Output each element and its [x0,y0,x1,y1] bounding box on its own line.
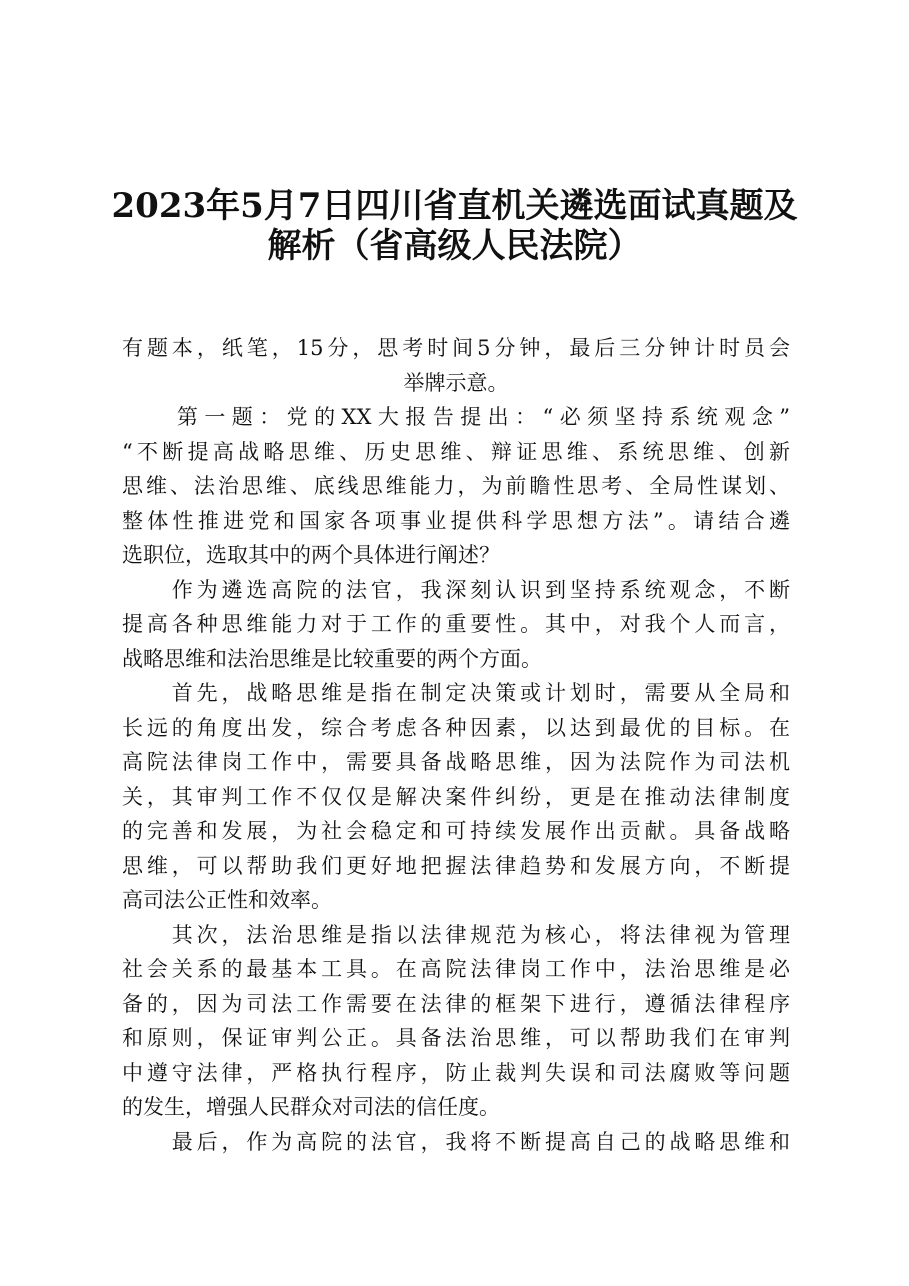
body-line: 选职位，选取其中的两个具体进行阐述？ [122,543,500,567]
document-title-line-1: 2023年5月7日四川省直机关遴选面试真题及 [111,186,798,226]
body-line: 高司法公正性和效率。 [122,888,332,912]
body-line: 最后，作为高院的法官，我将不断提高自己的战略思维和 [122,1129,790,1154]
body-line: 的发生，增强人民群众对司法的信任度。 [122,1095,500,1119]
body-line: 整体性推进党和国家各项事业提供科学思想方法”。请结合遴 [122,508,790,533]
body-line: 作为遴选高院的法官，我深刻认识到坚持系统观念，不断 [122,577,790,602]
body-line: 举牌示意。 [403,370,509,395]
body-line: 关，其审判工作不仅仅是解决案件纠纷，更是在推动法律制度 [122,784,790,809]
body-line: 提高各种思维能力对于工作的重要性。其中，对我个人而言， [122,612,790,636]
body-line: 战略思维和法治思维是比较重要的两个方面。 [122,646,542,671]
body-line: 中遵守法律，严格执行程序，防止裁判失误和司法腐败等问题 [122,1060,790,1085]
body-line: 和原则，保证审判公正。具备法治思维，可以帮助我们在审判 [122,1026,790,1050]
body-line: 其次，法治思维是指以法律规范为核心，将法律视为管理 [122,922,790,947]
body-line: 备的，因为司法工作需要在法律的框架下进行，遵循法律程序 [122,991,790,1016]
body-line: 思维、法治思维、底线思维能力，为前瞻性思考、全局性谋划、 [122,474,790,498]
body-line: 第一题：党的XX大报告提出：“必须坚持系统观念” [122,405,790,429]
body-line: 社会关系的最基本工具。在高院法律岗工作中，法治思维是必 [122,957,790,981]
body-line: 长远的角度出发，综合考虑各种因素，以达到最优的目标。在 [122,715,790,740]
body-line: 的完善和发展，为社会稳定和可持续发展作出贡献。具备战略 [122,819,790,843]
document-body [122,331,790,1159]
body-line: 首先，战略思维是指在制定决策或计划时，需要从全局和 [122,681,790,705]
body-line: 有题本，纸笔，15分，思考时间5分钟，最后三分钟计时员会 [122,336,790,360]
body-line: “不断提高战略思维、历史思维、辩证思维、系统思维、创新 [122,439,790,464]
body-line: 高院法律岗工作中，需要具备战略思维，因为法院作为司法机 [122,750,790,774]
document-title-line-2: 解析（省高级人民法院） [267,226,642,266]
body-line: 思维，可以帮助我们更好地把握法律趋势和发展方向，不断提 [122,853,790,878]
